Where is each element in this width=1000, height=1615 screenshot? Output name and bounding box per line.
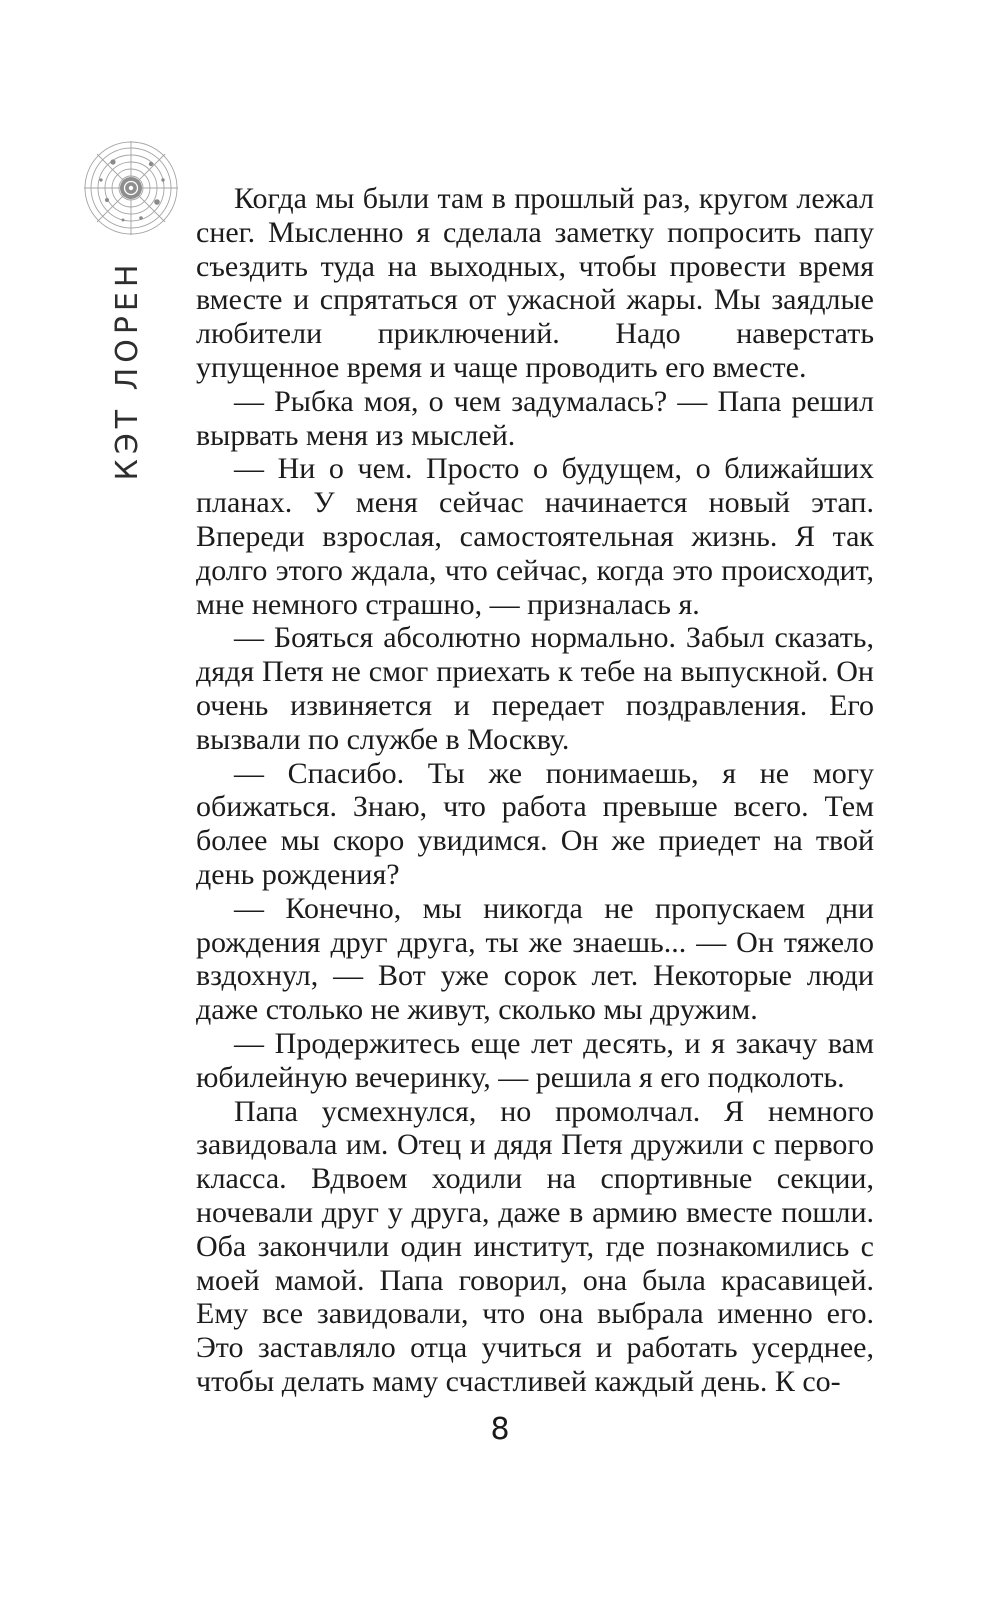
body-text <box>196 182 874 1399</box>
author-name: КЭТ ЛОРЕН <box>110 259 145 481</box>
paragraph: — Рыбка моя, о чем задумалась? — Папа решил вырвать меня из мыслей. <box>196 384 874 452</box>
paragraph: Когда мы были там в прошлый раз, кругом лежал снег. Мысленно я сделала заметку попросить папу съездить туда на выходных, чтобы провести время вместе и спрятаться от ужасной жары. Мы заядлые любители приключений. Надо наверстать упущенное время и чаще проводить его вместе. <box>196 182 874 384</box>
target-emblem-graphic <box>83 140 179 236</box>
running-head <box>102 259 154 481</box>
target-emblem-icon <box>83 140 179 236</box>
paragraph: — Бояться абсолютно нормально. Забыл сказать, дядя Петя не смог приехать к тебе на выпускной. Он очень извиняется и передает поздравления. Его вызвали по службе в Москву. <box>196 621 874 756</box>
paragraph: — Продержитесь еще лет десять, и я закачу вам юбилейную вечеринку, — решила я его подколоть. <box>196 1026 874 1094</box>
paragraph: — Ни о чем. Просто о будущем, о ближайших планах. У меня сейчас начинается новый этап. Впереди взрослая, самостоятельная жизнь. Я так долго этого ждала, что сейчас, когда это происходит, мне немного страшно, — призналась я. <box>196 452 874 621</box>
paragraph: — Конечно, мы никогда не пропускаем дни рождения друг друга, ты же знаешь... — Он тяжело вздохнул, — Вот уже сорок лет. Некоторые люди даже столько не живут, сколько мы дружим. <box>196 891 874 1027</box>
paragraph: — Спасибо. Ты же понимаешь, я не могу обижаться. Знаю, что работа превыше всего. Тем более мы скоро увидимся. Он же приедет на твой день рождения? <box>196 756 874 891</box>
page-number: 8 <box>490 1412 510 1447</box>
paragraph: Папа усмехнулся, но промолчал. Я немного завидовала им. Отец и дядя Петя дружили с первого класса. Вдвоем ходили на спортивные секции, ночевали друг у друга, даже в армию вместе пошли. Оба закончили один институт, где познакомились с моей мамой. Папа говорил, она была красавицей. Ему все завидовали, что она выбрала именно его. Это заставляло отца учиться и работать усерднее, чтобы делать маму счастливей каждый день. К со- <box>196 1094 874 1398</box>
